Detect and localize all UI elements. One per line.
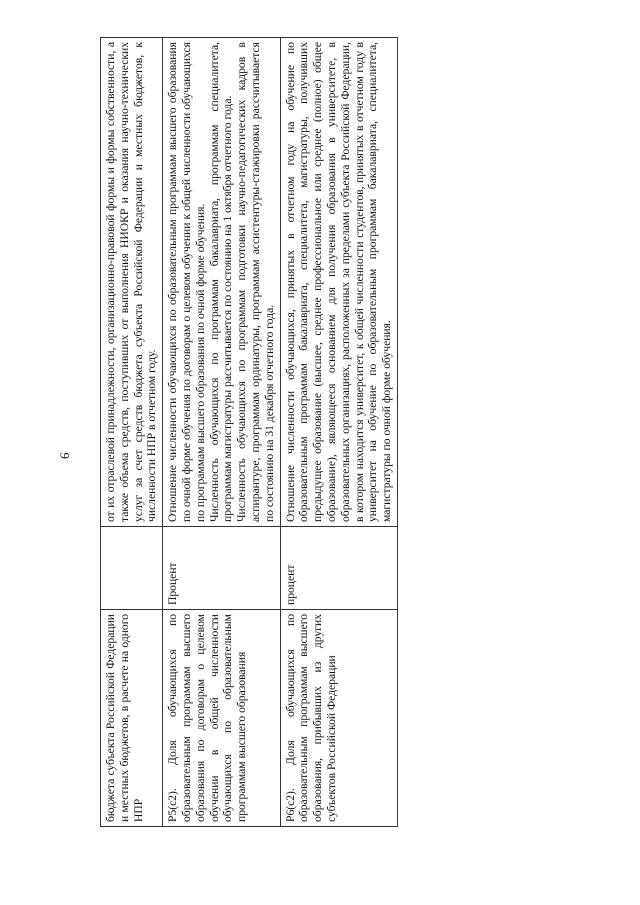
indicator-text: бюджета субъекта Российской Федерации и местных бюджетов, в расчете на одного НПР (104, 614, 145, 822)
indicator-cell (101, 610, 163, 827)
indicator-cell (280, 610, 397, 827)
table-row (101, 38, 163, 827)
method-cell (163, 38, 280, 527)
indicator-text: Р5(с2). Доля обучающихся по образовательным программам высшего образования по договорам о целевом обучении в общей численности обучающихся по образовательным программам высшего образования (166, 614, 249, 822)
method-cell (101, 38, 163, 527)
unit-cell (163, 527, 280, 610)
method-text: от их отраслевой принадлежности, организационно-правовой формы и формы собственности, а также объема средств, поступивших от выполнения НИОКР и оказания научно-технических услуг за счет средств бюджета субъекта Российской Федерации и местных бюджетов, к численности НПР в отчетном году. (104, 42, 159, 522)
unit-text: процент (283, 564, 297, 605)
table-row (163, 38, 280, 827)
page-number: 6 (57, 452, 72, 459)
table-row (280, 38, 397, 827)
indicator-text: Р6(с2). Доля обучающихся по образовательным программам высшего образования, прибывших из других субъектов Российской Федерации (283, 614, 338, 822)
method-text: Отношение численности обучающихся, принятых в отчетном году на обучение по образовательным программам бакалавриата, специалитета, магистратуры, получивших предыдущее образование (высшее, среднее профессиональное или среднее (полное) общее образование), являющееся основанием для получения образования в университете, в образовательных организациях, расположенных за пределами субъекта Российской Федерации, в котором находится университет, к общей численности студентов, принятых в отчетном году в университет на обучение по образовательным программам бакалавриата, специалитета, магистратуры по очной форме обучения. (283, 42, 394, 522)
indicators-table (100, 37, 398, 827)
method-text: Отношение численности обучающихся по образовательным программам высшего образования по очной форме обучения по договорам о целевом обучении к общей численности обучающихся по программам высшего образования по очной форме обучения. Численность обучающихся по программам бакалавриата, программам специалитета, программам магистратуры рассчитывается по состоянию на 1 октября отчетного года. Численность обучающихся по программам подготовки научно-педагогических кадров в аспирантуре, программам ординатуры, программам ассистентуры-стажировки рассчитывается по состоянию на 31 декабря отчетного года. (166, 42, 276, 522)
unit-cell (101, 527, 163, 610)
indicator-cell (163, 610, 280, 827)
method-cell (280, 38, 397, 527)
unit-text: Процент (166, 562, 180, 605)
unit-cell (280, 527, 397, 610)
